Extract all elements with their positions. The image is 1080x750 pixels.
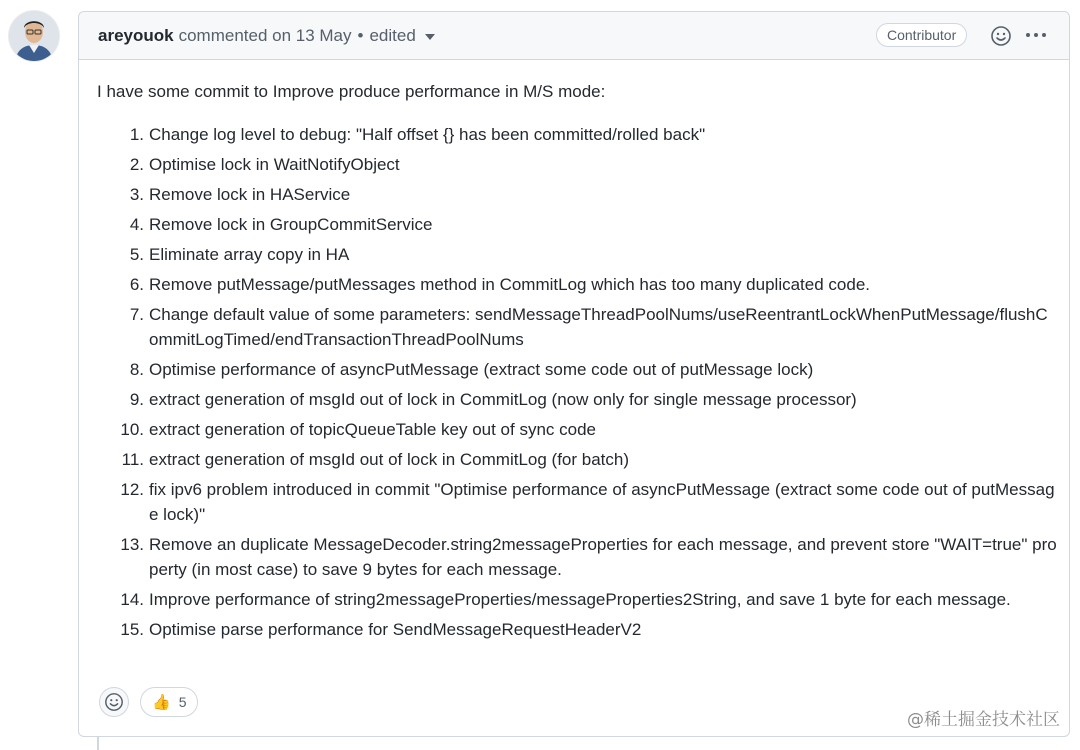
header-separator: • xyxy=(357,25,364,45)
edited-dropdown[interactable] xyxy=(369,26,434,46)
list-item: 3. Remove lock in HAService xyxy=(129,185,351,204)
list-item: 12. fix ipv6 problem introduced in commit "Optimise performance of asyncPutMessage (extract some code out of putMessage lock)" xyxy=(120,480,1055,524)
list-item: 7. Change default value of some parameters: sendMessageThreadPoolNums/useReentrantLockWhenPutMessage/flushCommitLogTimed/endTransactionThreadPoolNums xyxy=(129,305,1048,349)
smiley-icon xyxy=(990,25,1012,47)
change-list xyxy=(97,122,1057,647)
list-item: 1. Change log level to debug: "Half offset {} has been committed/rolled back" xyxy=(129,125,706,144)
list-item: 5. Eliminate array copy in HA xyxy=(129,245,350,264)
caret-down-icon xyxy=(425,34,435,40)
list-item: 9. extract generation of msgId out of lock in CommitLog (now only for single message processor) xyxy=(129,390,857,409)
watermark: @稀土掘金技术社区 xyxy=(907,710,1060,730)
list-item: 8. Optimise performance of asyncPutMessage (extract some code out of putMessage lock) xyxy=(129,360,814,379)
list-item: 13. Remove an duplicate MessageDecoder.string2messageProperties for each message, and prevent store "WAIT=true" property (in most case) to save 9 bytes for each message. xyxy=(120,535,1057,579)
list-item: 6. Remove putMessage/putMessages method in CommitLog which has too many duplicated code. xyxy=(129,275,870,294)
author-avatar[interactable] xyxy=(9,11,59,61)
smiley-icon xyxy=(104,692,124,712)
add-reaction-button[interactable] xyxy=(990,25,1012,47)
contributor-badge: Contributor xyxy=(876,23,967,47)
list-item: 11. extract generation of msgId out of lock in CommitLog (for batch) xyxy=(121,450,630,469)
add-reaction-footer-button[interactable] xyxy=(99,687,129,717)
timeline-connector xyxy=(97,736,99,750)
author-link[interactable]: areyouok xyxy=(98,25,174,45)
list-item: 10. extract generation of topicQueueTable key out of sync code xyxy=(120,420,596,439)
comment-box xyxy=(78,11,1070,737)
thumbs-up-reaction-button[interactable] xyxy=(140,687,198,717)
reaction-count: 5 xyxy=(178,694,187,710)
comment-intro: I have some commit to Improve produce performance in M/S mode: xyxy=(97,82,606,101)
thumbs-up-icon: 👍 xyxy=(152,694,171,711)
more-options-icon[interactable] xyxy=(1026,33,1046,37)
list-item: 15. Optimise parse performance for SendMessageRequestHeaderV2 xyxy=(120,620,642,639)
person-avatar-icon xyxy=(9,11,59,61)
comment-header xyxy=(79,12,1069,60)
list-item: 4. Remove lock in GroupCommitService xyxy=(129,215,433,234)
comment-timestamp[interactable]: commented on 13 May xyxy=(178,25,352,45)
list-item: 2. Optimise lock in WaitNotifyObject xyxy=(129,155,400,174)
edited-label: edited xyxy=(369,25,416,45)
list-item: 14. Improve performance of string2messageProperties/messageProperties2String, and save 1 byte for each message. xyxy=(120,590,1011,609)
